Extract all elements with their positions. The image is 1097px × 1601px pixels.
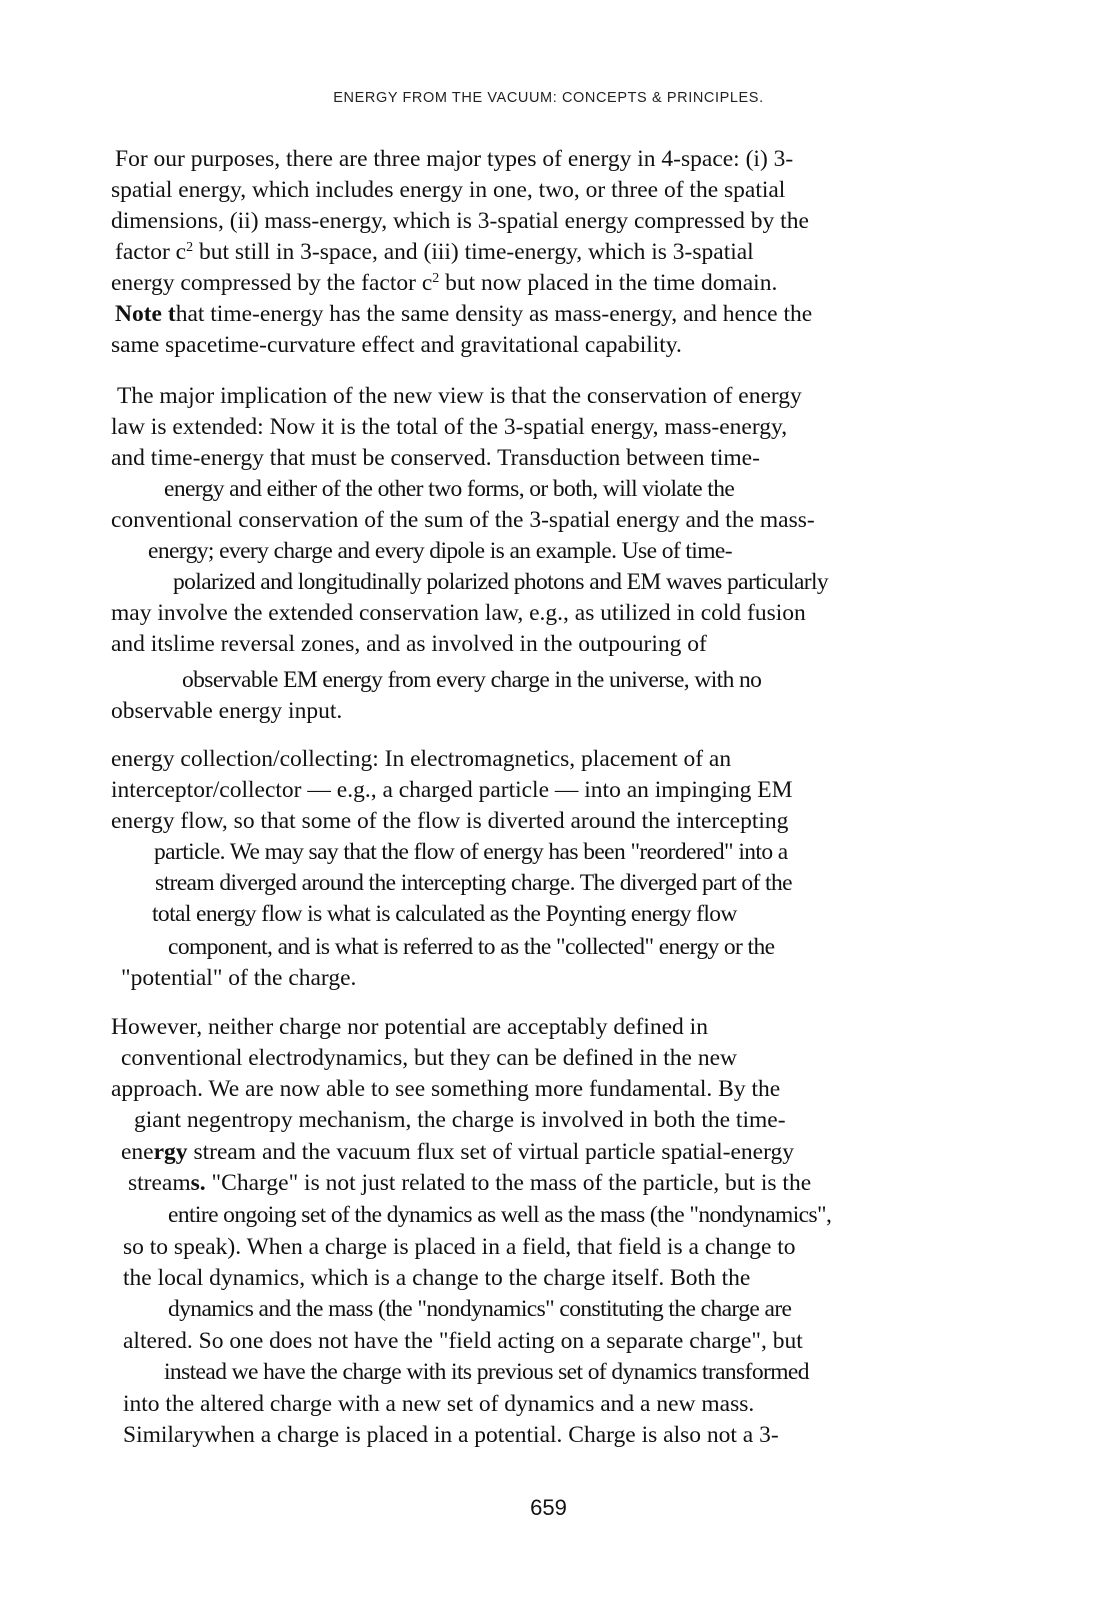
text-span: but now placed in the time domain. (439, 270, 778, 296)
text-span: "Charge" is not just related to the mass of the particle, but is the (205, 1170, 812, 1196)
text-line: altered. So one does not have the "field acting on a separate charge", but (123, 1328, 803, 1354)
text-line: instead we have the charge with its previous set of dynamics transformed (164, 1359, 809, 1385)
text-line: into the altered charge with a new set of dynamics and a new mass. (123, 1391, 755, 1417)
text-line: dynamics and the mass (the "nondynamics" constituting the charge are (168, 1296, 792, 1322)
text-line: and itslime reversal zones, and as involved in the outpouring of (111, 631, 707, 657)
text-line: The major implication of the new view is that the conservation of energy (117, 383, 802, 409)
text-line: approach. We are now able to see something more fundamental. By the (111, 1076, 781, 1102)
text-line: entire ongoing set of the dynamics as well as the mass (the "nondynamics", (168, 1202, 832, 1228)
text-line: law is extended: Now it is the total of the 3-spatial energy, mass-energy, (111, 414, 788, 440)
text-line: and time-energy that must be conserved. Transduction between time- (111, 445, 760, 471)
text-line: component, and is what is referred to as the "collected" energy or the (168, 934, 775, 960)
superscript: 2 (186, 240, 194, 255)
text-line: For our purposes, there are three major types of energy in 4-space: (i) 3- (115, 146, 794, 172)
text-span: but still in 3-space, and (iii) time-energy, which is 3-spatial (193, 239, 754, 265)
text-line: observable EM energy from every charge in the universe, with no (182, 667, 762, 693)
text-line: dimensions, (ii) mass-energy, which is 3-spatial energy compressed by the (111, 208, 809, 234)
text-line: However, neither charge nor potential are acceptably defined in (111, 1014, 708, 1040)
text-line: "potential" of the charge. (121, 965, 357, 991)
text-span: energy compressed by the factor c (111, 270, 433, 296)
page-number: 659 (530, 1495, 567, 1520)
text-line: interceptor/collector — e.g., a charged particle — into an impinging EM (111, 777, 793, 803)
text-line (128, 1168, 811, 1198)
text-line (121, 1137, 794, 1167)
text-line: stream diverged around the intercepting charge. The diverged part of the (155, 870, 792, 896)
text-line: conventional conservation of the sum of the 3-spatial energy and the mass- (111, 507, 815, 533)
text-line: giant negentropy mechanism, the charge is involved in both the time- (134, 1107, 786, 1133)
running-header: ENERGY FROM THE VACUUM: CONCEPTS & PRINCIPLES. (333, 90, 764, 106)
text-line: the local dynamics, which is a change to the charge itself. Both the (123, 1265, 751, 1291)
text-line (115, 237, 754, 267)
text-line: may involve the extended conservation law, e.g., as utilized in cold fusion (111, 600, 806, 626)
text-span: ene (121, 1139, 154, 1165)
text-line: energy; every charge and every dipole is an example. Use of time- (148, 538, 732, 564)
text-line: conventional electrodynamics, but they can be defined in the new (121, 1045, 738, 1071)
text-line: polarized and longitudinally polarized photons and EM waves particularly (173, 569, 829, 595)
text-line: energy and either of the other two forms, or both, will violate the (164, 476, 735, 502)
text-line (115, 299, 812, 329)
text-line: observable energy input. (111, 698, 343, 724)
bold-text: Note t (115, 301, 176, 327)
text-span: factor c (115, 239, 187, 265)
text-span: stream and the vacuum flux set of virtual particle spatial-energy (187, 1139, 794, 1165)
text-span: hat time-energy has the same density as mass-energy, and hence the (175, 301, 813, 327)
text-line: total energy flow is what is calculated as the Poynting energy flow (152, 901, 737, 927)
text-line: energy flow, so that some of the flow is diverted around the intercepting (111, 808, 789, 834)
superscript: 2 (432, 271, 440, 286)
text-line: same spacetime-curvature effect and gravitational capability. (111, 332, 682, 358)
text-line: so to speak). When a charge is placed in a field, that field is a change to (123, 1234, 796, 1260)
text-line (111, 268, 777, 298)
text-line: spatial energy, which includes energy in one, two, or three of the spatial (111, 177, 786, 203)
text-span: stream (128, 1170, 191, 1196)
text-line: energy collection/collecting: In electromagnetics, placement of an (111, 746, 732, 772)
bold-text: rgy (153, 1139, 188, 1165)
text-line: Similarywhen a charge is placed in a potential. Charge is also not a 3- (123, 1422, 779, 1448)
bold-text: s. (190, 1170, 206, 1196)
text-line: particle. We may say that the flow of energy has been "reordered" into a (154, 839, 788, 865)
